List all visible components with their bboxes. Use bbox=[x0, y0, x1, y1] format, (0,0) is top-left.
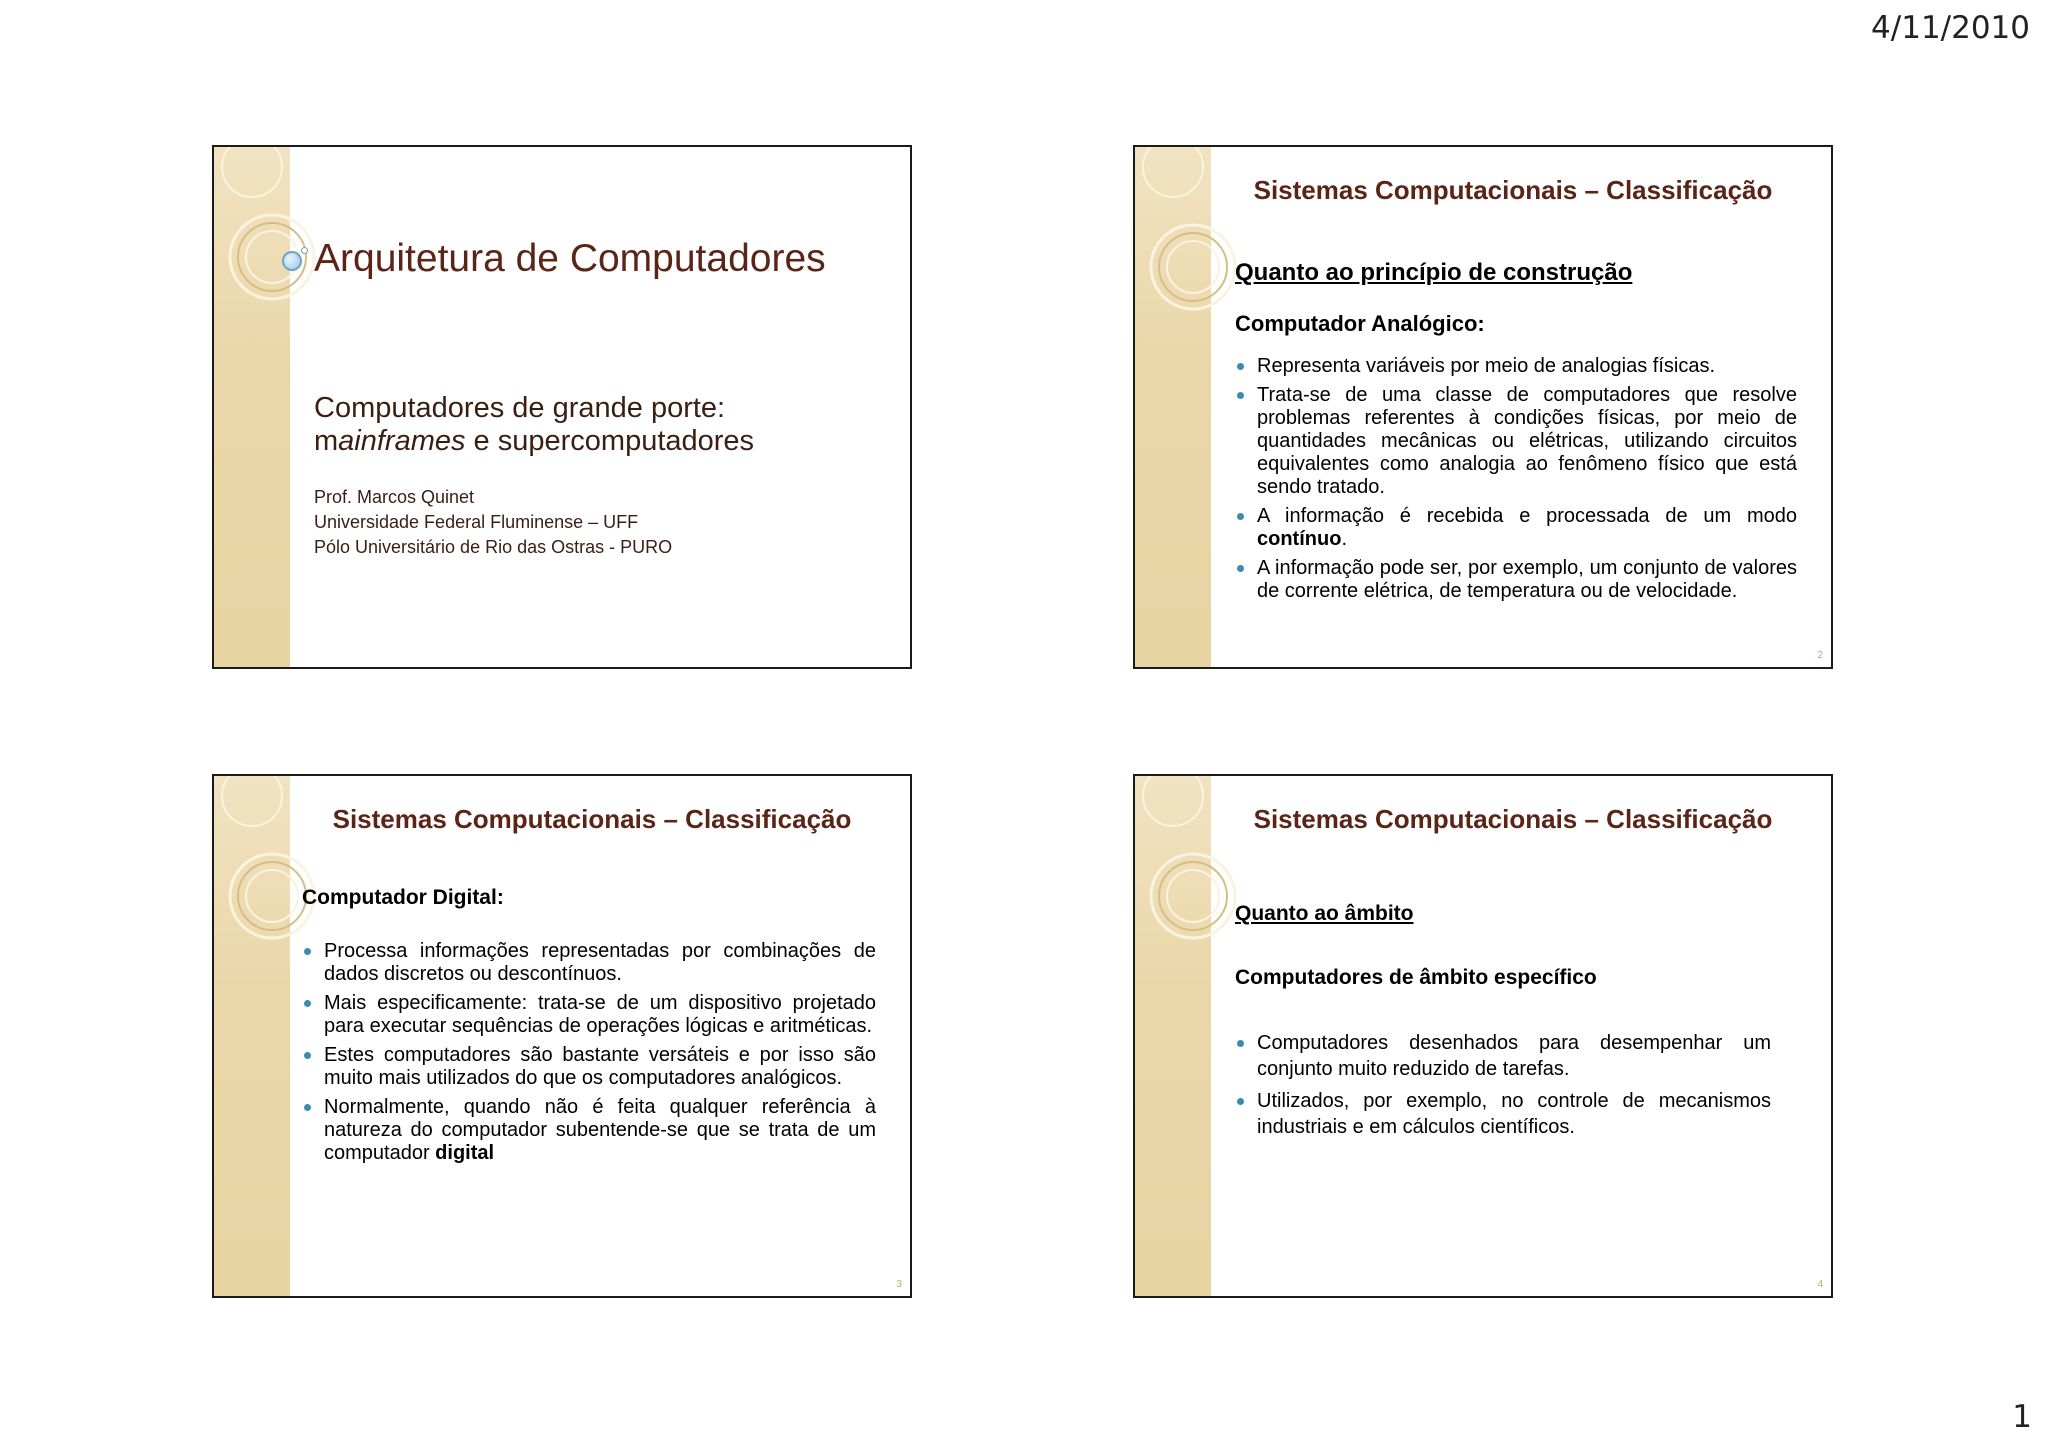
slide-number: 4 bbox=[1817, 1279, 1823, 1290]
list-item bbox=[1235, 1030, 1771, 1082]
bullet-text: Computadores desenhados para desempenhar um conjunto muito reduzido de tarefas. bbox=[1257, 1032, 1771, 1080]
subtitle-line-2 bbox=[314, 425, 754, 458]
bullet-icon bbox=[304, 1104, 311, 1111]
slide-title: Sistemas Computacionais – Classificação bbox=[1253, 804, 1773, 834]
bullet-list bbox=[1235, 355, 1797, 603]
author-block bbox=[314, 485, 672, 560]
bullet-icon bbox=[1237, 392, 1244, 399]
bullet-icon bbox=[1237, 565, 1244, 572]
bullet-list bbox=[302, 940, 876, 1165]
section-subheading: Computadores de âmbito específico bbox=[1235, 966, 1597, 989]
list-item bbox=[302, 940, 876, 986]
bullet-list bbox=[1235, 1030, 1771, 1140]
bullet-text: A informação pode ser, por exemplo, um conjunto de valores de corrente elétrica, de temperatura ou de velocidade. bbox=[1257, 557, 1797, 602]
section-heading: Quanto ao princípio de construção bbox=[1235, 259, 1633, 286]
list-item bbox=[1235, 1088, 1771, 1140]
slide-title: Sistemas Computacionais – Classificação bbox=[332, 804, 852, 834]
section-subheading: Computador Analógico: bbox=[1235, 311, 1485, 336]
slide-3-thumbnail[interactable] bbox=[212, 774, 912, 1298]
slide-title: Arquitetura de Computadores bbox=[314, 237, 826, 280]
bullet-icon bbox=[304, 948, 311, 955]
bullet-icon bbox=[304, 1000, 311, 1007]
slide-number: 3 bbox=[896, 1279, 902, 1290]
list-item bbox=[1235, 557, 1797, 603]
bullet-icon bbox=[1237, 363, 1244, 370]
list-item bbox=[302, 1096, 876, 1165]
slide-body bbox=[1235, 902, 1771, 1146]
author-institution: Universidade Federal Fluminense – UFF bbox=[314, 512, 639, 532]
bullet-icon bbox=[1237, 513, 1244, 520]
subtitle-italic: ainframes bbox=[338, 425, 466, 457]
bullet-text: A informação é recebida e processada de um modo bbox=[1257, 505, 1797, 527]
bullet-icon bbox=[1237, 1098, 1244, 1105]
bullet-bold-text: contínuo bbox=[1257, 528, 1342, 550]
slide-1-thumbnail[interactable] bbox=[212, 145, 912, 669]
bullet-icon bbox=[1237, 1040, 1244, 1047]
subtitle-line-1: Computadores de grande porte: bbox=[314, 392, 726, 424]
page-number: 1 bbox=[2012, 1399, 2032, 1435]
slide-2-thumbnail[interactable] bbox=[1133, 145, 1833, 669]
list-item bbox=[1235, 384, 1797, 499]
slide-subtitle bbox=[314, 392, 754, 458]
bullet-text: Trata-se de uma classe de computadores que resolve problemas referentes à condições físicas, por meio de quantidades mecânicas ou elétricas, utilizando circuitos equivalentes como analogia ao fenômeno físico que está sendo tratado. bbox=[1257, 384, 1797, 498]
list-item bbox=[1235, 355, 1797, 378]
author-campus: Pólo Universitário de Rio das Ostras - PURO bbox=[314, 537, 673, 557]
bullet-text: Utilizados, por exemplo, no controle de mecanismos industriais e em cálculos científicos. bbox=[1257, 1090, 1771, 1138]
slide-number: 2 bbox=[1817, 650, 1823, 661]
bullet-icon bbox=[304, 1052, 311, 1059]
slide-title: Sistemas Computacionais – Classificação bbox=[1253, 175, 1773, 205]
slide-body bbox=[302, 886, 876, 1171]
bullet-bold-text: digital bbox=[435, 1142, 495, 1164]
bullet-text: Estes computadores são bastante versáteis e por isso são muito mais utilizados do que os computadores analógicos. bbox=[324, 1044, 876, 1089]
list-item bbox=[1235, 505, 1797, 551]
subtitle-rest: e supercomputadores bbox=[465, 425, 755, 457]
bullet-bubble-small-icon bbox=[301, 247, 308, 254]
bullet-text: Representa variáveis por meio de analogias físicas. bbox=[1257, 355, 1716, 377]
bullet-text: Mais especificamente: trata-se de um dispositivo projetado para executar sequências de operações lógicas e aritméticas. bbox=[324, 992, 876, 1037]
list-item bbox=[302, 1044, 876, 1090]
list-item bbox=[302, 992, 876, 1038]
page-date: 4/11/2010 bbox=[1871, 10, 2030, 46]
slide-4-thumbnail[interactable] bbox=[1133, 774, 1833, 1298]
subtitle-m: m bbox=[314, 425, 339, 457]
bullet-bubble-icon bbox=[282, 251, 302, 271]
bullet-text: Normalmente, quando não é feita qualquer referência à natureza do computador subentende-se que se trata de um computador bbox=[324, 1096, 876, 1164]
section-heading: Quanto ao âmbito bbox=[1235, 902, 1414, 925]
slide-body bbox=[1235, 259, 1797, 609]
section-subheading: Computador Digital: bbox=[302, 886, 504, 909]
bullet-text-after: . bbox=[1341, 528, 1347, 550]
author-name: Prof. Marcos Quinet bbox=[314, 487, 475, 507]
bullet-text: Processa informações representadas por combinações de dados discretos ou descontínuos. bbox=[324, 940, 876, 985]
